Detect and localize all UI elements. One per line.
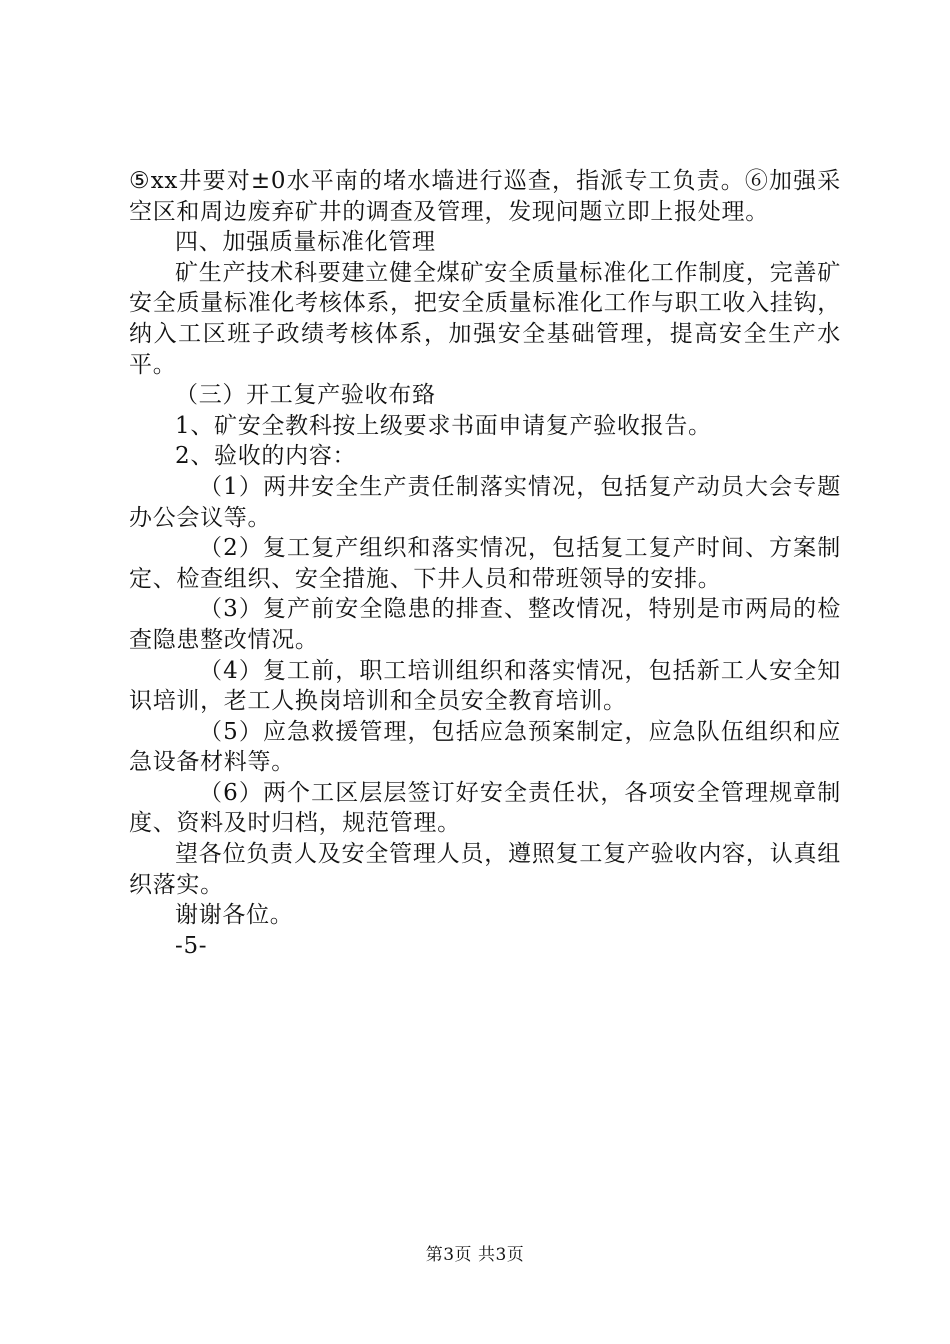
list-item-3: （3）复产前安全隐患的排查、整改情况，特别是市两局的检查隐患整改情况。 [129, 596, 841, 653]
paragraph-item-5-6: ⑤xx井要对±0水平南的堵水墙进行巡查，指派专工负责。⑥加强采空区和周边废弃矿井的调查及管理，发现问题立即上报处理。 [129, 168, 841, 225]
paragraph-acceptance-content: 2、验收的内容： [175, 443, 357, 470]
list-item-4: （4）复工前，职工培训组织和落实情况，包括新工人安全知识培训，老工人换岗培训和全员安全教育培训。 [129, 657, 841, 715]
page-footer: 第3页 共3页 [425, 1245, 525, 1265]
closing-request: 望各位负责人及安全管理人员，遵照复工复产验收内容，认真组织落实。 [129, 841, 841, 898]
paragraph-acceptance-report: 1、矿安全教科按上级要求书面申请复产验收报告。 [175, 412, 712, 439]
section-heading-quality: 四、加强质量标准化管理 [175, 229, 436, 256]
closing-thanks: 谢谢各位。 [175, 902, 294, 929]
document-body [129, 166, 841, 961]
list-item-6: （6）两个工区层层签订好安全责任状，各项安全管理规章制度、资料及时归档，规范管理。 [129, 779, 841, 837]
section-heading-acceptance: （三）开工复产验收布臵 [175, 382, 436, 409]
inline-page-number: -5- [175, 932, 208, 959]
list-item-2: （2）复工复产组织和落实情况，包括复工复产时间、方案制定、检查组织、安全措施、下井人员和带班领导的安排。 [129, 535, 841, 592]
paragraph-quality-management: 矿生产技术科要建立健全煤矿安全质量标准化工作制度，完善矿安全质量标准化考核体系，把安全质量标准化工作与职工收入挂钩，纳入工区班子政绩考核体系，加强安全基础管理，提高安全生产水平。 [129, 259, 841, 378]
list-item-5: （5）应急救援管理，包括应急预案制定，应急队伍组织和应急设备材料等。 [129, 718, 841, 776]
list-item-1: （1）两井安全生产责任制落实情况，包括复产动员大会专题办公会议等。 [129, 473, 841, 531]
